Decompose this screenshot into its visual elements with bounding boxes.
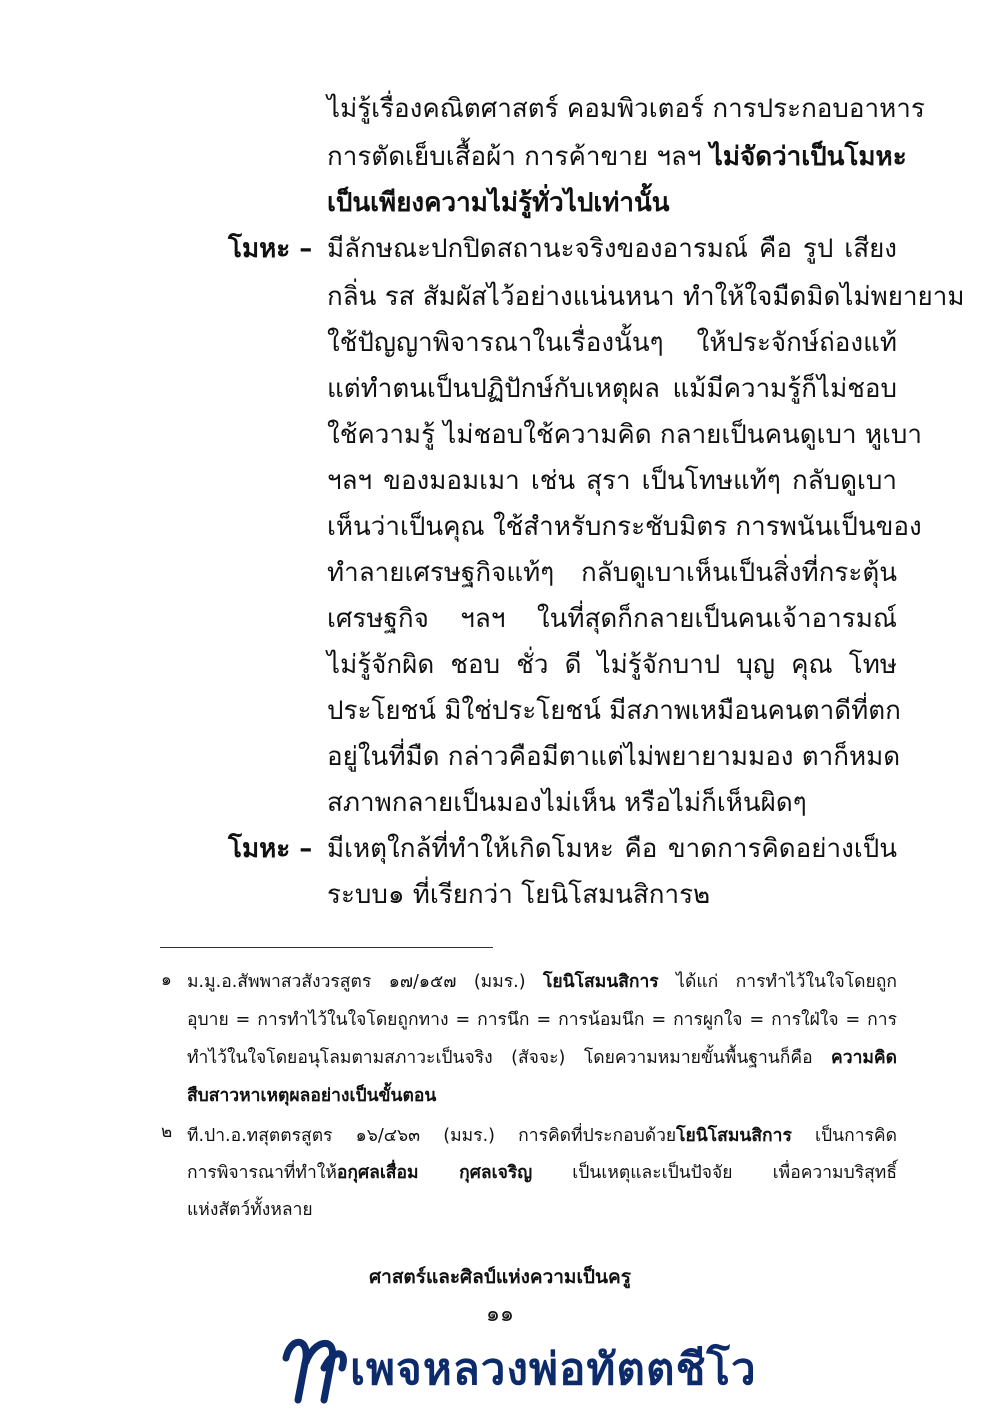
footnote-line-emphasis: สืบสาวหาเหตุผลอย่างเป็นขั้นตอน: [187, 1086, 437, 1106]
footnote-line: [187, 1124, 897, 1148]
body-line: เศรษฐกิจ ฯลฯ ในที่สุดก็กลายเป็นคนเจ้าอารมณ์: [327, 604, 897, 634]
body-text: การตัดเย็บเสื้อผ้า การค้าขาย ฯลฯ: [327, 142, 710, 172]
footnote-marker: ๑: [161, 970, 172, 990]
term-label: โมหะ –: [228, 234, 313, 264]
footnote-line: แห่งสัตว์ทั้งหลาย: [187, 1200, 313, 1220]
footnote-marker: ๒: [161, 1122, 173, 1142]
footnote-text: เป็นเหตุและเป็นปัจจัย เพื่อความบริสุทธิ์: [532, 1163, 898, 1183]
page-number: ๑๑: [486, 1302, 514, 1327]
body-line: มีเหตุใกล้ที่ทำให้เกิดโมหะ คือ ขาดการคิดอย่างเป็น: [327, 834, 897, 864]
footnote-text: การพิจารณาที่ทำให้: [187, 1163, 337, 1183]
footnote-line: [187, 1161, 897, 1185]
body-line: ใช้ความรู้ ไม่ชอบใช้ความคิด กลายเป็นคนดูเบา หูเบา: [327, 420, 923, 450]
footnote-text: ได้แก่ การทำไว้ในใจโดยถูก: [658, 972, 897, 992]
body-line: ใช้ปัญญาพิจารณาในเรื่องนั้นๆ ให้ประจักษ์ถ่องแท้: [327, 328, 897, 358]
body-line: ไม่รู้จักผิด ชอบ ชั่ว ดี ไม่รู้จักบาป บุญ คุณ โทษ: [327, 650, 897, 680]
signature-logo-icon: [280, 1328, 350, 1408]
footnote-text: ที.ปา.อ.ทสุตตรสูตร ๑๖/๔๖๓ (มมร.) การคิดที่ประกอบด้วย: [187, 1126, 677, 1146]
body-line: แต่ทำตนเป็นปฏิปักษ์กับเหตุผล แม้มีความรู้ก็ไม่ชอบ: [327, 374, 897, 404]
body-line: ไม่รู้เรื่องคณิตศาสตร์ คอมพิวเตอร์ การประกอบอาหาร: [327, 94, 925, 124]
body-line: สภาพกลายเป็นมองไม่เห็น หรือไม่ก็เห็นผิดๆ: [327, 788, 807, 818]
footnote-divider: [160, 947, 493, 948]
brand-banner: [280, 1328, 757, 1408]
body-emphasis: ไม่จัดว่าเป็นโมหะ: [709, 142, 907, 172]
footnote-emphasis: ความคิด: [831, 1048, 897, 1068]
body-line: ฯลฯ ของมอมเมา เช่น สุรา เป็นโทษแท้ๆ กลับดูเบา: [327, 466, 897, 496]
body-line: [327, 140, 907, 174]
body-line: เห็นว่าเป็นคุณ ใช้สำหรับกระชับมิตร การพนันเป็นของ: [327, 512, 922, 542]
brand-text: เพจหลวงพ่อทัตตชีโว: [350, 1344, 757, 1395]
footnote-emphasis: โยนิโสมนสิการ: [543, 972, 659, 992]
book-title: ศาสตร์และศิลป์แห่งความเป็นครู: [369, 1266, 631, 1288]
body-line-emphasis: เป็นเพียงความไม่รู้ทั่วไปเท่านั้น: [327, 188, 670, 218]
footnote-text: ทำไว้ในใจโดยอนุโลมตามสภาวะเป็นจริง (สัจจะ) โดยความหมายขั้นพื้นฐานก็คือ: [187, 1048, 832, 1068]
footnote-line: [187, 970, 897, 994]
footnote-emphasis: อกุศลเสื่อม กุศลเจริญ: [336, 1163, 533, 1183]
footnote-text: เป็นการคิด: [791, 1126, 897, 1146]
term-label: โมหะ –: [228, 834, 313, 864]
footnote-emphasis: โยนิโสมนสิการ: [676, 1126, 792, 1146]
footnote-text: ม.มู.อ.สัพพาสวสังวรสูตร ๑๗/๑๕๗ (มมร.): [187, 972, 543, 992]
body-line: ระบบ๑ ที่เรียกว่า โยนิโสมนสิการ๒: [327, 880, 711, 910]
body-line: ประโยชน์ มิใช่ประโยชน์ มีสภาพเหมือนคนตาดีที่ตก: [327, 696, 901, 726]
footnote-line: อุบาย = การทำไว้ในใจโดยถูกทาง = การนึก = การน้อมนึก = การผูกใจ = การใฝ่ใจ = การ: [187, 1010, 897, 1030]
footnote-line: [187, 1046, 897, 1070]
body-line: อยู่ในที่มืด กล่าวคือมีตาแต่ไม่พยายามมอง ตาก็หมด: [327, 742, 901, 772]
body-line: กลิ่น รส สัมผัสไว้อย่างแน่นหนา ทำให้ใจมืดมิดไม่พยายาม: [327, 282, 965, 312]
body-line: ทำลายเศรษฐกิจแท้ๆ กลับดูเบาเห็นเป็นสิ่งที่กระตุ้น: [327, 558, 897, 588]
body-line: มีลักษณะปกปิดสถานะจริงของอารมณ์ คือ รูป เสียง: [327, 234, 897, 264]
